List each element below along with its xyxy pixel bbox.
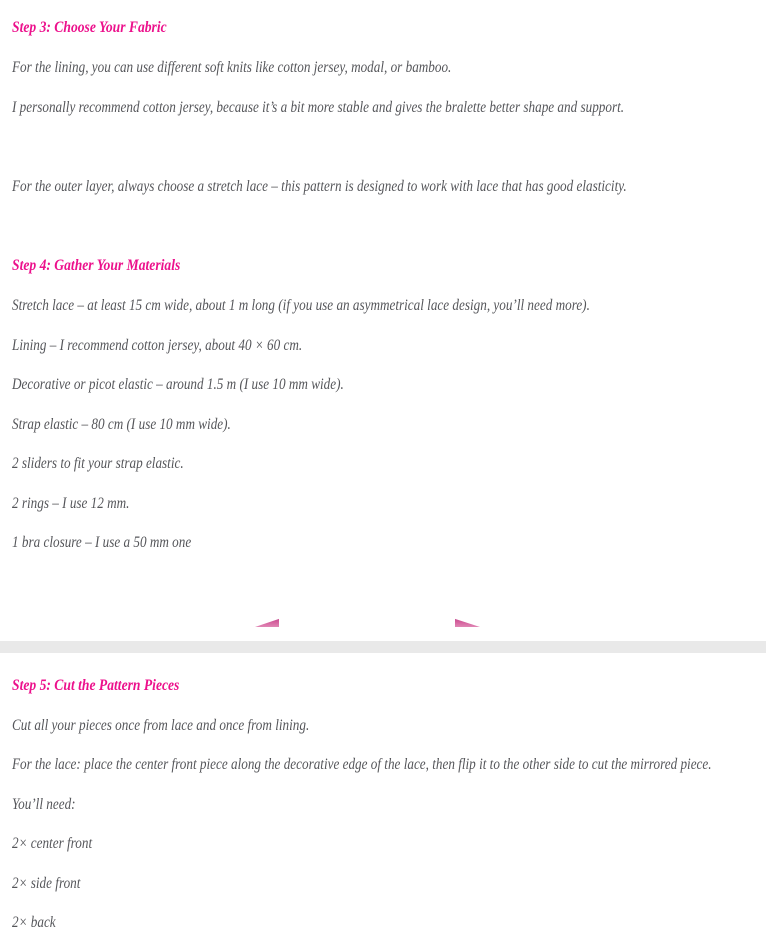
body-line: 1 bra closure – I use a 50 mm one (12, 531, 653, 555)
section-heading-step-5: Step 5: Cut the Pattern Pieces (12, 674, 653, 698)
body-line: Lining – I recommend cotton jersey, about 40 × 60 cm. (12, 334, 653, 358)
section-step-5 (0, 674, 766, 935)
body-line: Decorative or picot elastic – around 1.5 m (I use 10 mm wide). (12, 373, 653, 397)
body-line: Cut all your pieces once from lace and once from lining. (12, 714, 653, 738)
blank-line (12, 135, 653, 159)
page-break-divider (0, 641, 766, 653)
body-line: 2 sliders to fit your strap elastic. (12, 452, 653, 476)
body-line: 2 rings – I use 12 mm. (12, 492, 653, 516)
body-line: 2× back (12, 911, 653, 935)
body-line: I personally recommend cotton jersey, because it’s a bit more stable and gives the bralette better shape and support. (12, 96, 653, 120)
page-break-gap (0, 653, 766, 658)
blank-line (12, 214, 653, 238)
body-line: Strap elastic – 80 cm (I use 10 mm wide). (12, 413, 653, 437)
blank-area (0, 571, 766, 641)
body-line: 2× center front (12, 832, 653, 856)
body-line: For the lace: place the center front piece along the decorative edge of the lace, then flip it to the other side to cut the mirrored piece. (12, 753, 653, 777)
body-line: For the outer layer, always choose a stretch lace – this pattern is designed to work with lace that has good elasticity. (12, 175, 653, 199)
body-line: 2× side front (12, 872, 653, 896)
section-heading-step-4: Step 4: Gather Your Materials (12, 254, 653, 278)
body-line: Stretch lace – at least 15 cm wide, about 1 m long (if you use an asymmetrical lace design, you’ll need more). (12, 294, 653, 318)
body-line: You’ll need: (12, 793, 653, 817)
document-page (0, 16, 766, 627)
section-heading-step-3: Step 3: Choose Your Fabric (12, 16, 653, 40)
body-line: For the lining, you can use different soft knits like cotton jersey, modal, or bamboo. (12, 56, 653, 80)
section-step-3 (0, 16, 766, 555)
